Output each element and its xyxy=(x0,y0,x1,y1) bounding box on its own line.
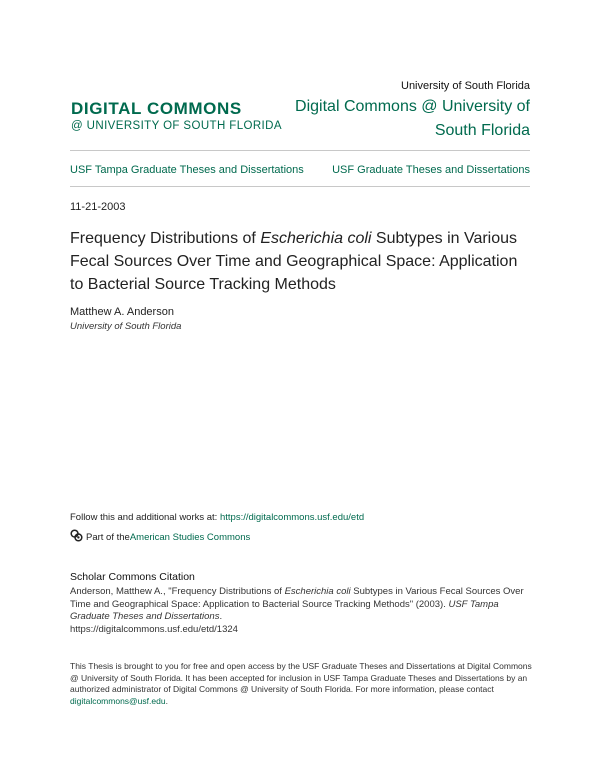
open-access-icon xyxy=(70,529,86,545)
institution-name: University of South Florida xyxy=(401,80,530,92)
author-affiliation: University of South Florida xyxy=(70,321,182,332)
title-part-2: Subtypes in Various Fecal Sources Over Time and Geographical Space: Application to Bacterial Source Tracking Methods xyxy=(70,230,518,293)
collection-link-tampa[interactable]: USF Tampa Graduate Theses and Dissertations xyxy=(70,164,304,176)
citation-species: Escherichia coli xyxy=(284,586,351,597)
citation-heading: Scholar Commons Citation xyxy=(70,571,195,583)
thesis-title xyxy=(70,227,532,296)
follow-text: Follow this and additional works at: xyxy=(70,512,220,523)
citation-pre: Anderson, Matthew A., "Frequency Distributions of xyxy=(70,586,285,597)
citation-post: . xyxy=(219,611,223,622)
part-of-text: Part of the xyxy=(86,531,130,543)
collection-link-graduate[interactable]: USF Graduate Theses and Dissertations xyxy=(332,164,530,176)
citation-text xyxy=(70,586,532,636)
part-of-line xyxy=(70,529,250,545)
logo-subtitle: @ UNIVERSITY OF SOUTH FLORIDA xyxy=(71,120,282,132)
follow-line xyxy=(70,512,364,523)
repository-title[interactable]: Digital Commons @ University of South Florida xyxy=(295,98,530,139)
citation-series: USF Tampa Graduate Theses and Dissertations xyxy=(70,598,499,622)
title-part-1: Frequency Distributions of xyxy=(70,230,261,247)
american-studies-commons-link[interactable]: American Studies Commons xyxy=(129,531,251,543)
title-species: Escherichia coli xyxy=(260,230,372,247)
contact-email-link[interactable]: digitalcommons@usf.edu xyxy=(70,695,166,706)
divider-bottom xyxy=(70,186,530,187)
author-name: Matthew A. Anderson xyxy=(70,306,174,318)
notice-end: . xyxy=(165,695,168,706)
divider-top xyxy=(70,150,530,151)
access-notice xyxy=(70,661,532,707)
citation-url[interactable]: https://digitalcommons.usf.edu/etd/1324 xyxy=(70,623,238,635)
digital-commons-logo[interactable] xyxy=(71,100,282,132)
publication-date: 11-21-2003 xyxy=(70,201,126,213)
citation-mid: Subtypes in Various Fecal Sources Over Time and Geographical Space: Application to Bacterial Source Tracking Methods" (2003). xyxy=(70,586,524,610)
logo-wordmark: DIGITAL COMMONS xyxy=(71,99,242,118)
notice-text: This Thesis is brought to you for free and open access by the USF Graduate Theses and Dissertations at Digital Commons @ University of South Florida. It has been accepted for inclusion in USF Tampa Graduate Theses and Dissertations by an authorized administrator of Digital Commons @ University of South Florida. For more information, please contact xyxy=(70,661,532,694)
follow-link[interactable]: https://digitalcommons.usf.edu/etd xyxy=(219,512,365,523)
